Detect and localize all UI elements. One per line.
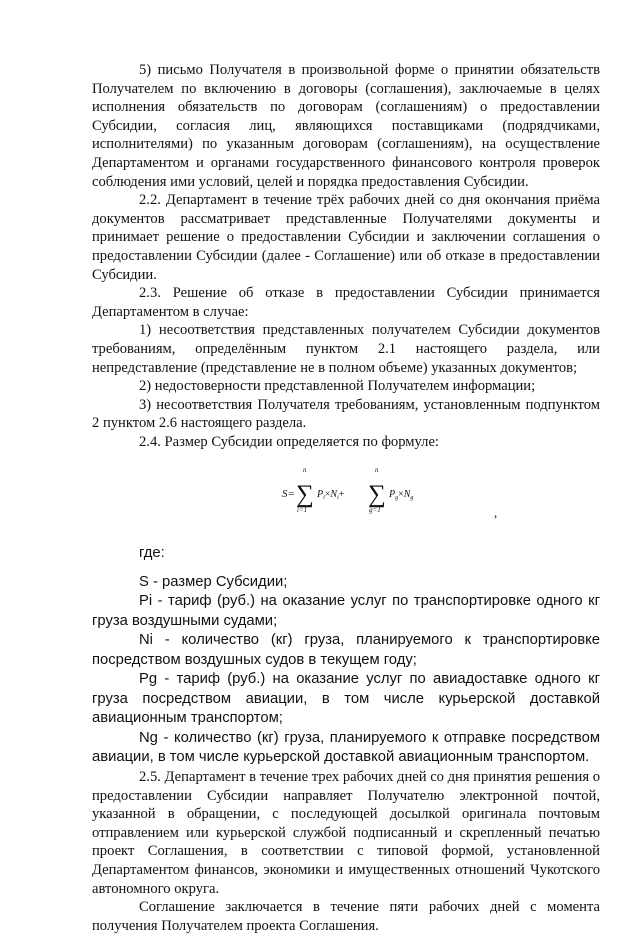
paragraph-2-3: 2.3. Решение об отказе в предоставлении Субсидии принимается Департаментом в случае: <box>92 285 600 320</box>
definition-pg: Pg - тариф (руб.) на оказание услуг по авиадоставке одного кг груза посредством авиации, в том числе курьерской доставкой авиационным транспортом; <box>92 671 600 727</box>
paragraph-agreement-term: Соглашение заключается в течение пяти рабочих дней с момента получения Получателем проекта Соглашения. <box>92 899 600 934</box>
term1-n: N <box>330 489 338 501</box>
formula-lhs: S= <box>282 488 295 501</box>
formula-svg <box>272 457 512 530</box>
definition-s: S - размер Субсидии; <box>139 573 288 590</box>
definition-ni: Ni - количество (кг) груза, планируемого к транспортировке посредством воздушных судов в текущем году; <box>92 632 600 668</box>
sum1-upper-limit: n <box>303 466 307 475</box>
paragraph-2-5: 2.5. Департамент в течение трех рабочих дней со дня принятия решения о предоставлении Субсидии направляет Получателю электронной почтой, указанной в обращении, с последующей досылкой оригинала почтовым отправлением или курьерской службой подписанный и скрепленный печатью проект Соглашения, в соответствии с типовой формой, установленной Департаментом финансов, экономики и имущественных отношений Чукотского автономного округа. <box>92 768 600 897</box>
formula-comma: , <box>494 505 498 521</box>
definition-ng: Ng - количество (кг) груза, планируемого к отправке посредством авиации, в том числе курьерской доставкой авиационным транспортом. <box>92 729 600 766</box>
paragraph-2-2: 2.2. Департамент в течение трёх рабочих дней со дня окончания приёма документов рассматривает представленные Получателями документы и принимает решение о предоставлении Субсидии и заключении соглашения о предоставлении Субсидии (далее - Соглашение) или об отказе в предоставлении Субсидии. <box>92 192 600 283</box>
term1-n-sub: i <box>337 495 339 502</box>
term2-p: P <box>389 489 396 501</box>
refusal-reason-2: 2) недостоверности представленной Получателем информации; <box>139 378 536 395</box>
where-label: где: <box>139 545 165 562</box>
subsidy-formula <box>272 457 512 530</box>
sum1-lower-limit: i=1 <box>297 506 308 515</box>
sum1-sign: ∑ <box>296 481 314 509</box>
paragraph-letter-obligations: 5) письмо Получателя в произвольной форме о принятии обязательств Получателем по включению в договоры (соглашения), заключаемые в целях исполнения обязательств по договорам (соглашениям) о предоставлении Субсидии, согласия лиц, являющихся поставщиками (подрядчиками, исполнителями) по указанным договорам (соглашениям), на осуществление Департаментом и органами государственного финансового контроля проверок соблюдения ими условий, целей и порядка предоставления Субсидии. <box>92 62 600 190</box>
term1 <box>316 489 345 501</box>
term2-n: N <box>403 489 411 501</box>
term2-n-sub: g <box>410 495 414 502</box>
sum2-sign: ∑ <box>368 481 386 509</box>
sum2-lower-limit: g=1 <box>369 506 381 515</box>
paragraph-2-4: 2.4. Размер Субсидии определяется по формуле: <box>139 433 439 450</box>
term1-p: P <box>317 489 324 501</box>
term2 <box>388 489 413 501</box>
term2-p-sub: g <box>395 495 399 502</box>
term1-p-sub: i <box>323 495 325 502</box>
definition-pi: Pi - тариф (руб.) на оказание услуг по транспортировке одного кг груза воздушными судами; <box>92 593 600 629</box>
sum2-upper-limit: n <box>375 466 379 475</box>
term2-times: × <box>398 489 404 501</box>
refusal-reason-1: 1) несоответствия представленных получателем Субсидии документов требованиям, определённым пунктом 2.1 настоящего раздела, или непредставление (представление не в полном объеме) указанных документов; <box>92 322 600 376</box>
refusal-reason-3: 3) несоответствия Получателя требованиям, установленным подпунктом 2 пунктом 2.6 настоящего раздела. <box>92 396 600 432</box>
plus-sign: + <box>338 489 345 501</box>
term1-times: × <box>324 489 331 501</box>
